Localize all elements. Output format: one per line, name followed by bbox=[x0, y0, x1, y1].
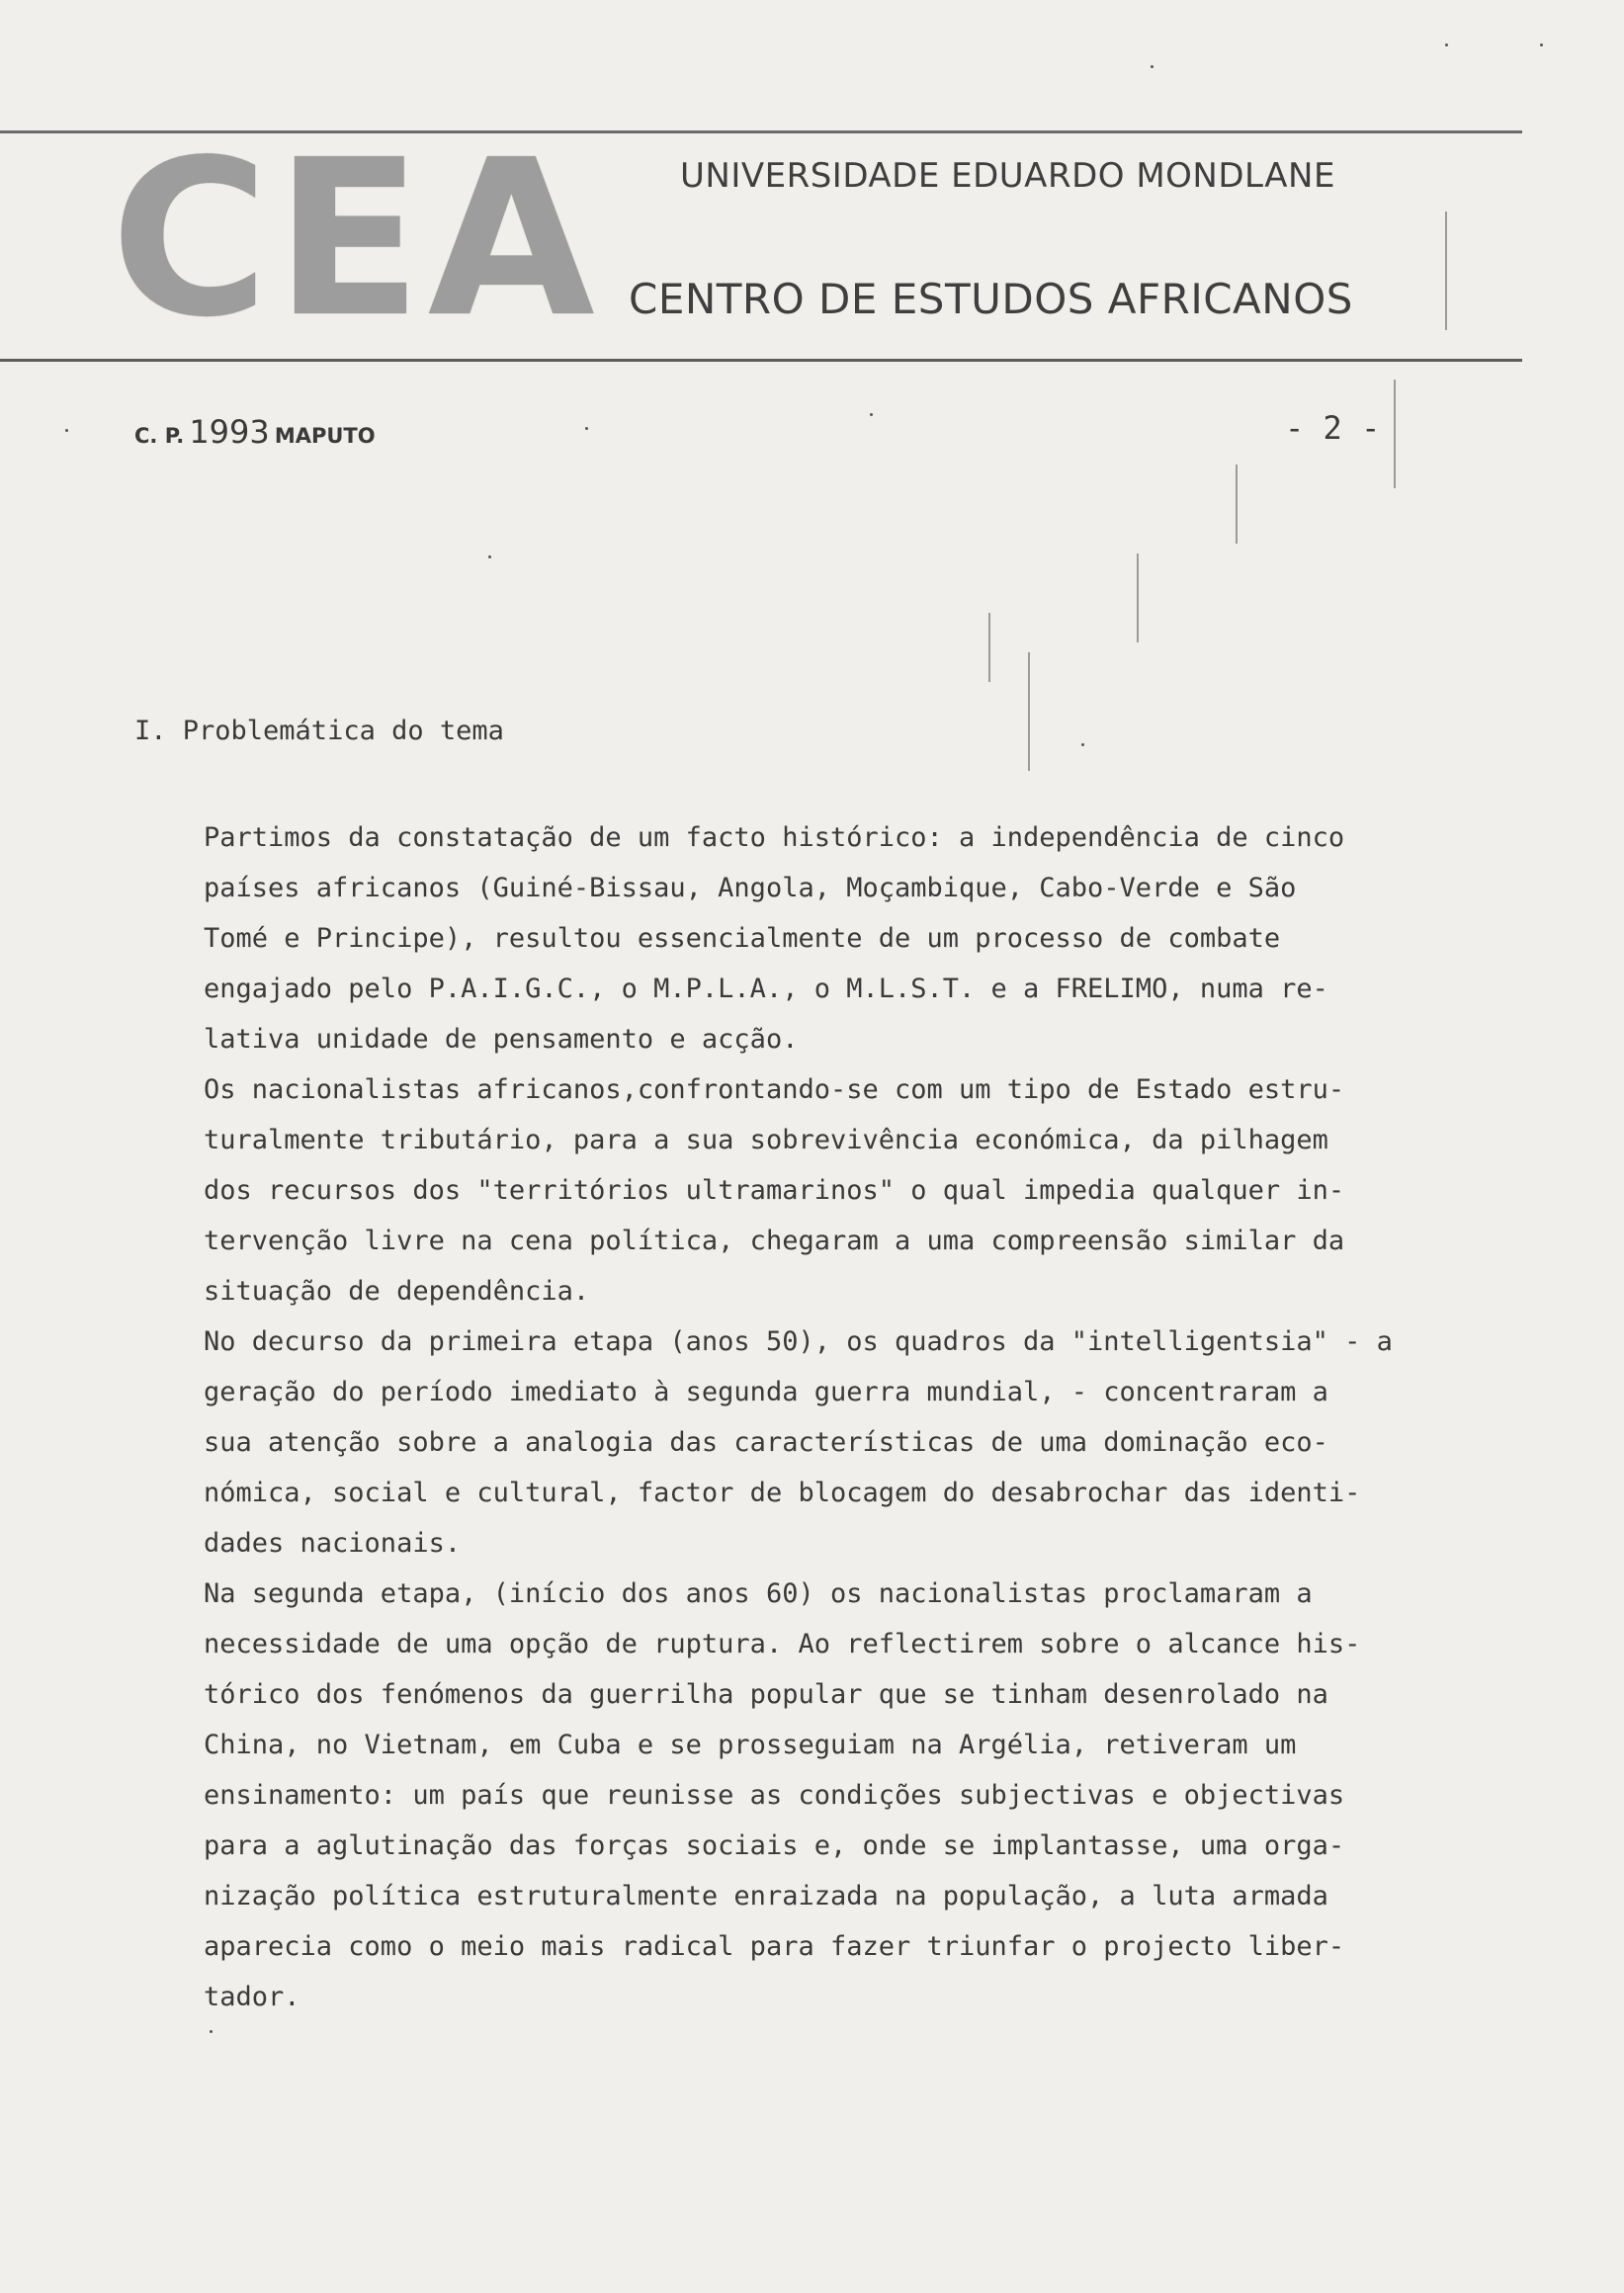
text-line: ensinamento: um país que reunisse as condições subjectivas e objectivas bbox=[204, 1780, 1345, 1811]
scan-speck bbox=[585, 427, 588, 430]
scan-speck bbox=[488, 555, 491, 558]
center-name: CENTRO DE ESTUDOS AFRICANOS bbox=[629, 275, 1353, 323]
scan-speck bbox=[1081, 743, 1084, 746]
text-line: nómica, social e cultural, factor de blocagem do desabrochar das identi- bbox=[204, 1478, 1361, 1508]
scan-speck bbox=[1151, 65, 1154, 68]
text-line: sua atenção sobre a analogia das características de uma dominação eco- bbox=[204, 1427, 1328, 1458]
page-number: - 2 - bbox=[1285, 409, 1381, 447]
text-line: No decurso da primeira etapa (anos 50), os quadros da "intelligentsia" - a bbox=[204, 1326, 1393, 1357]
body-text bbox=[204, 812, 1479, 2022]
text-line: Na segunda etapa, (início dos anos 60) os nacionalistas proclamaram a bbox=[204, 1578, 1313, 1609]
letterhead-bottom-rule bbox=[0, 359, 1522, 362]
scan-streak bbox=[1394, 380, 1396, 488]
text-line: nização política estruturalmente enraizada na população, a luta armada bbox=[204, 1881, 1328, 1911]
text-line: tador. bbox=[204, 1982, 300, 2012]
text-line: dades nacionais. bbox=[204, 1528, 462, 1559]
scan-speck bbox=[1540, 43, 1543, 46]
cp-number: 1993 bbox=[189, 413, 270, 451]
scan-streak bbox=[1236, 465, 1238, 544]
text-line: Os nacionalistas africanos,confrontando-se com um tipo de Estado estru- bbox=[204, 1074, 1345, 1105]
scan-streak bbox=[988, 613, 990, 682]
scan-streak bbox=[1445, 212, 1447, 330]
scan-speck bbox=[210, 2030, 213, 2033]
university-name: UNIVERSIDADE EDUARDO MONDLANE bbox=[680, 156, 1335, 196]
text-line: Partimos da constatação de um facto histórico: a independência de cinco bbox=[204, 822, 1345, 853]
text-line: países africanos (Guiné-Bissau, Angola, Moçambique, Cabo-Verde e São bbox=[204, 873, 1297, 903]
section-heading: I. Problemática do tema bbox=[134, 716, 504, 746]
scan-streak bbox=[1028, 652, 1030, 771]
text-line: China, no Vietnam, em Cuba e se prosseguiam na Argélia, retiveram um bbox=[204, 1730, 1297, 1760]
postal-address bbox=[134, 413, 376, 451]
cea-logo: CEA bbox=[111, 115, 601, 365]
scan-speck bbox=[870, 413, 873, 416]
text-line: geração do período imediato à segunda guerra mundial, - concentraram a bbox=[204, 1377, 1328, 1407]
city-name: MAPUTO bbox=[274, 424, 376, 448]
scan-speck bbox=[65, 429, 68, 432]
text-line: turalmente tributário, para a sua sobrevivência económica, da pilhagem bbox=[204, 1125, 1328, 1155]
scan-speck bbox=[1445, 43, 1448, 46]
scan-streak bbox=[1137, 553, 1139, 642]
text-line: tervenção livre na cena política, chegaram a uma compreensão similar da bbox=[204, 1226, 1345, 1256]
text-line: necessidade de uma opção de ruptura. Ao reflectirem sobre o alcance his- bbox=[204, 1629, 1361, 1659]
text-line: para a aglutinação das forças sociais e, onde se implantasse, uma orga- bbox=[204, 1830, 1345, 1861]
text-line: aparecia como o meio mais radical para fazer triunfar o projecto liber- bbox=[204, 1931, 1345, 1962]
text-line: Tomé e Principe), resultou essencialmente de um processo de combate bbox=[204, 923, 1281, 954]
text-line: engajado pelo P.A.I.G.C., o M.P.L.A., o M.L.S.T. e a FRELIMO, numa re- bbox=[204, 974, 1328, 1004]
text-line: tórico dos fenómenos da guerrilha popular que se tinham desenrolado na bbox=[204, 1679, 1328, 1710]
text-line: situação de dependência. bbox=[204, 1276, 590, 1307]
text-line: dos recursos dos "territórios ultramarinos" o qual impedia qualquer in- bbox=[204, 1175, 1345, 1206]
text-line: lativa unidade de pensamento e acção. bbox=[204, 1024, 799, 1055]
cp-label: C. P. bbox=[134, 424, 185, 448]
